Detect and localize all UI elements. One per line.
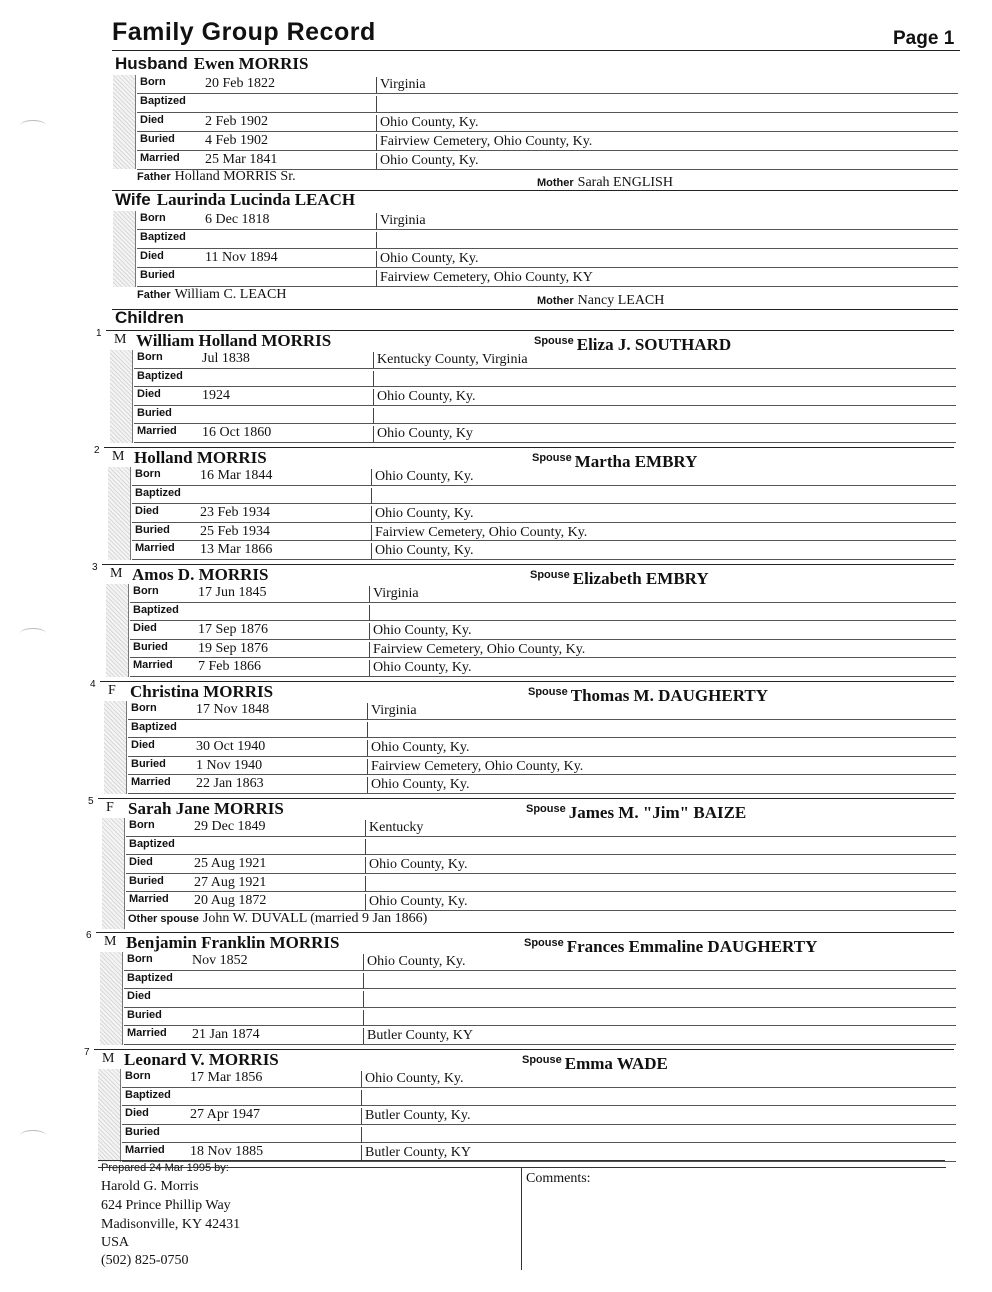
child-sex: M [104,934,117,949]
event-label: Buried [133,640,168,653]
event-place [365,839,369,855]
event-place: Ohio County, Ky. [369,623,472,639]
child-number: 5 [88,796,94,807]
spouse-label: Spouse [524,937,564,949]
event-row-married [124,1026,956,1045]
event-place: Butler County, KY [361,1145,471,1161]
event-label: Born [133,585,159,597]
event-place: Ohio County, Ky. [376,115,479,131]
child-number: 7 [84,1047,90,1058]
event-row-born [124,952,956,971]
event-label: Born [140,212,166,224]
event-label: Died [129,856,153,868]
comments-label: Comments: [526,1171,591,1186]
event-place: Ohio County, Ky. [369,660,472,676]
event-label: Born [129,819,155,831]
spouse-label: Spouse [534,335,574,347]
wife-mother-name: Nancy LEACH [577,293,665,308]
event-label: Born [125,1070,151,1082]
event-label: Died [140,114,164,126]
event-label: Died [125,1107,149,1119]
event-date: 6 Dec 1818 [205,212,270,227]
event-label: Born [137,351,163,363]
event-row-died [128,738,956,757]
event-row-baptized [122,1088,956,1107]
spouse-name: Martha EMBRY [574,452,698,471]
event-place [373,371,377,387]
child-name: William Holland MORRIS [136,331,332,350]
event-place: Fairview Cemetery, Ohio County, KY [376,270,593,286]
event-label: Married [140,152,180,164]
event-place [361,1090,365,1106]
event-place [363,973,367,989]
event-label: Married [137,425,177,437]
event-row-born [126,818,956,837]
husband-mother-name: Sarah ENGLISH [577,175,673,190]
wife-father-name: William C. LEACH [174,287,287,302]
child-name: Benjamin Franklin MORRIS [126,933,340,952]
child-shade [100,952,123,1045]
event-place: Ohio County, Ky. [371,543,474,559]
event-date: 13 Mar 1866 [200,542,273,557]
child-shade [104,701,127,794]
event-label: Married [135,542,175,554]
event-label: Married [133,659,173,671]
event-place: Ohio County, Ky. [363,954,466,970]
event-place: Fairview Cemetery, Ohio County, Ky. [376,134,592,150]
event-place [367,722,371,738]
event-date: 27 Apr 1947 [190,1107,260,1122]
event-row-born [137,211,958,230]
event-place [373,408,377,424]
event-date: Nov 1852 [192,953,248,968]
event-row-baptized [134,369,956,388]
event-place [371,488,375,504]
event-date: 1 Nov 1940 [196,757,263,773]
event-row-baptized [132,486,956,505]
husband-name: Ewen MORRIS [193,54,309,73]
preparer-name: Harold G. Morris [101,1179,199,1194]
event-place: Fairview Cemetery, Ohio County, Ky. [369,642,585,658]
child-number: 6 [86,930,92,941]
child-name: Leonard V. MORRIS [124,1050,279,1069]
child-name: Amos D. MORRIS [132,565,269,584]
event-row-buried [126,874,956,893]
footer-divider [98,1167,521,1168]
event-place: Fairview Cemetery, Ohio County, Ky. [367,759,583,775]
event-row-baptized [137,94,958,113]
husband-father-name: Holland MORRIS Sr. [174,169,296,184]
child-shade [108,467,131,560]
event-row-died [130,621,956,640]
event-label: Buried [125,1125,160,1138]
husband-mother [537,175,673,191]
event-date: 11 Nov 1894 [205,250,278,265]
event-place: Kentucky [365,820,423,836]
event-place: Ohio County, Ky. [365,894,468,910]
event-date: 20 Aug 1872 [194,893,267,908]
comments-box [521,1167,946,1270]
event-row-buried [137,132,958,151]
event-place: Ohio County, Ky [373,426,473,442]
event-place: Virginia [376,77,426,93]
preparer-street: 624 Prince Phillip Way [101,1198,231,1213]
event-row-buried [122,1125,956,1144]
event-row-died [122,1106,956,1125]
child-sex: M [102,1051,115,1066]
event-place: Ohio County, Ky. [373,389,476,405]
event-date: 16 Mar 1844 [200,468,273,483]
event-label: Baptized [129,837,175,850]
preparer-city: Madisonville, KY 42431 [101,1217,241,1232]
event-label: Buried [131,757,166,770]
spouse-label: Spouse [528,686,568,698]
event-date: 17 Nov 1848 [196,702,270,717]
event-label: Baptized [127,971,173,984]
event-row-baptized [124,971,956,990]
wife-father [137,287,286,303]
husband-father-label: Father [137,171,171,183]
spouse-label: Spouse [530,569,570,581]
event-date: 18 Nov 1885 [190,1144,264,1159]
event-row-baptized [130,603,956,622]
child-shade [110,350,133,443]
other-spouse-label: Other spouse [128,912,199,925]
event-place: Ohio County, Ky. [365,857,468,873]
event-label: Baptized [140,231,186,243]
child-number: 1 [96,328,102,339]
event-place: Ohio County, Ky. [371,506,474,522]
event-date: Jul 1838 [202,351,250,366]
title-rule [112,50,960,51]
event-place: Ohio County, Ky. [361,1071,464,1087]
event-label: Born [135,468,161,480]
wife-father-label: Father [137,289,171,301]
spouse-name: Thomas M. DAUGHERTY [570,686,769,705]
event-row-baptized [128,720,956,739]
event-label: Died [135,505,159,517]
other-spouse [128,911,427,927]
wife-heading [115,190,355,210]
event-row-buried [137,268,958,287]
event-date: 16 Oct 1860 [202,425,272,440]
spouse-name: Elizabeth EMBRY [572,569,709,588]
spouse-name: Eliza J. SOUTHARD [576,335,732,354]
event-place: Butler County, Ky. [361,1108,471,1124]
event-place: Ohio County, Ky. [376,251,479,267]
event-date: 22 Jan 1863 [196,776,264,791]
preparer-country: USA [101,1235,130,1250]
event-row-married [132,541,956,560]
event-row-buried [128,757,956,776]
wife-mother [537,293,664,309]
page-title: Family Group Record [112,18,376,46]
prepared-by-label: Prepared 24 Mar 1995 by: [101,1162,229,1174]
event-date: 19 Sep 1876 [198,640,268,656]
event-row-buried [134,406,956,425]
child-sex: F [106,800,114,815]
event-row-born [134,350,956,369]
event-row-married [128,775,956,794]
event-place: Ohio County, Ky. [367,777,470,793]
event-label: Buried [140,269,175,281]
event-row-born [132,467,956,486]
event-row-born [122,1069,956,1088]
event-date: 21 Jan 1874 [192,1027,260,1042]
event-label: Buried [140,133,175,145]
event-place: Ohio County, Ky. [376,153,479,169]
event-date: 25 Aug 1921 [194,856,267,871]
event-row-married [126,892,956,911]
event-row-born [128,701,956,720]
husband-mother-label: Mother [537,177,574,189]
event-label: Baptized [140,95,186,107]
event-label: Baptized [133,603,179,616]
event-place: Fairview Cemetery, Ohio County, Ky. [371,525,587,541]
child-number: 3 [92,562,98,573]
event-label: Buried [135,523,170,536]
event-row-born [130,584,956,603]
child-sex: M [114,332,127,347]
event-place [363,991,367,1007]
event-place [369,605,373,621]
other-spouse-name: John W. DUVALL (married 9 Jan 1866) [202,910,428,926]
preparer-phone: (502) 825-0750 [101,1253,189,1268]
child-number: 4 [90,679,96,690]
event-label: Died [140,250,164,262]
event-place: Virginia [367,703,417,719]
spouse-name: Frances Emmaline DAUGHERTY [566,937,818,956]
event-row-married [134,424,956,443]
event-date: 20 Feb 1822 [205,76,275,91]
event-date: 17 Jun 1845 [198,585,267,600]
event-date: 17 Sep 1876 [198,622,268,637]
event-row-married [137,151,958,170]
spouse-label: Spouse [532,452,572,464]
event-label: Married [125,1144,165,1156]
event-date: 25 Feb 1934 [200,523,270,539]
child-name: Holland MORRIS [134,448,267,467]
event-place: Ohio County, Ky. [367,740,470,756]
event-label: Died [133,622,157,634]
event-place: Virginia [376,213,426,229]
child-shade [98,1069,121,1162]
event-date: 4 Feb 1902 [205,133,268,148]
event-label: Died [137,388,161,400]
wife-bottom-rule [112,309,958,310]
event-label: Died [131,739,155,751]
husband-shade [113,75,136,169]
event-date: 17 Mar 1856 [190,1070,263,1085]
husband-label: Husband [115,54,188,73]
event-label: Married [127,1027,167,1039]
binder-hole-top [20,120,46,131]
event-label: Born [131,702,157,714]
page-number: Page 1 [893,28,955,49]
event-row-died [137,113,958,132]
event-date: 7 Feb 1866 [198,659,261,674]
event-date: 25 Mar 1841 [205,152,278,167]
child-shade [106,584,129,677]
event-label: Baptized [131,720,177,733]
event-place [361,1127,365,1143]
event-label: Baptized [135,486,181,499]
child-sex: F [108,683,116,698]
event-row-died [132,504,956,523]
children-heading: Children [115,308,184,327]
event-row-baptized [126,837,956,856]
binder-hole-middle [20,628,46,639]
event-date: 29 Dec 1849 [194,819,266,834]
event-date: 23 Feb 1934 [200,505,270,520]
event-place [363,1010,367,1026]
child-number: 2 [94,445,100,456]
event-place: Butler County, KY [363,1028,473,1044]
event-label: Baptized [125,1088,171,1101]
event-row-died [126,855,956,874]
event-row-born [137,75,958,94]
husband-heading [115,54,309,74]
event-label: Born [127,953,153,965]
spouse-label: Spouse [526,803,566,815]
event-label: Baptized [137,369,183,382]
event-place [376,232,380,248]
event-place: Ohio County, Ky. [371,469,474,485]
event-row-died [124,989,956,1008]
event-row-married [130,658,956,677]
spouse-name: Emma WADE [564,1054,668,1073]
event-row-died [134,387,956,406]
event-date: 27 Aug 1921 [194,874,267,890]
child-name: Sarah Jane MORRIS [128,799,284,818]
event-row-married [122,1143,956,1162]
event-label: Buried [137,406,172,419]
event-label: Buried [129,874,164,887]
event-label: Born [140,76,166,88]
wife-mother-label: Mother [537,295,574,307]
event-place: Kentucky County, Virginia [373,352,528,368]
event-row-buried [124,1008,956,1027]
spouse-name: James M. "Jim" BAIZE [568,803,747,822]
wife-label: Wife [115,190,151,209]
child-name: Christina MORRIS [130,682,274,701]
child-shade [102,818,125,929]
wife-name: Laurinda Lucinda LEACH [156,190,356,209]
event-date: 2 Feb 1902 [205,114,268,129]
spouse-label: Spouse [522,1054,562,1066]
husband-father [137,169,296,185]
footer [98,1160,945,1269]
event-row-buried [130,640,956,659]
event-place [365,876,369,892]
event-label: Died [127,990,151,1002]
event-date: 30 Oct 1940 [196,739,266,754]
child-sex: M [112,449,125,464]
event-row-died [137,249,958,268]
wife-shade [113,211,136,287]
event-label: Married [129,893,169,905]
event-place: Virginia [369,586,419,602]
event-label: Buried [127,1008,162,1021]
event-place [376,96,380,112]
event-label: Married [131,776,171,788]
child-sex: M [110,566,123,581]
event-date: 1924 [202,388,230,403]
event-row-baptized [137,230,958,249]
binder-hole-bottom [20,1130,46,1141]
event-row-buried [132,523,956,542]
